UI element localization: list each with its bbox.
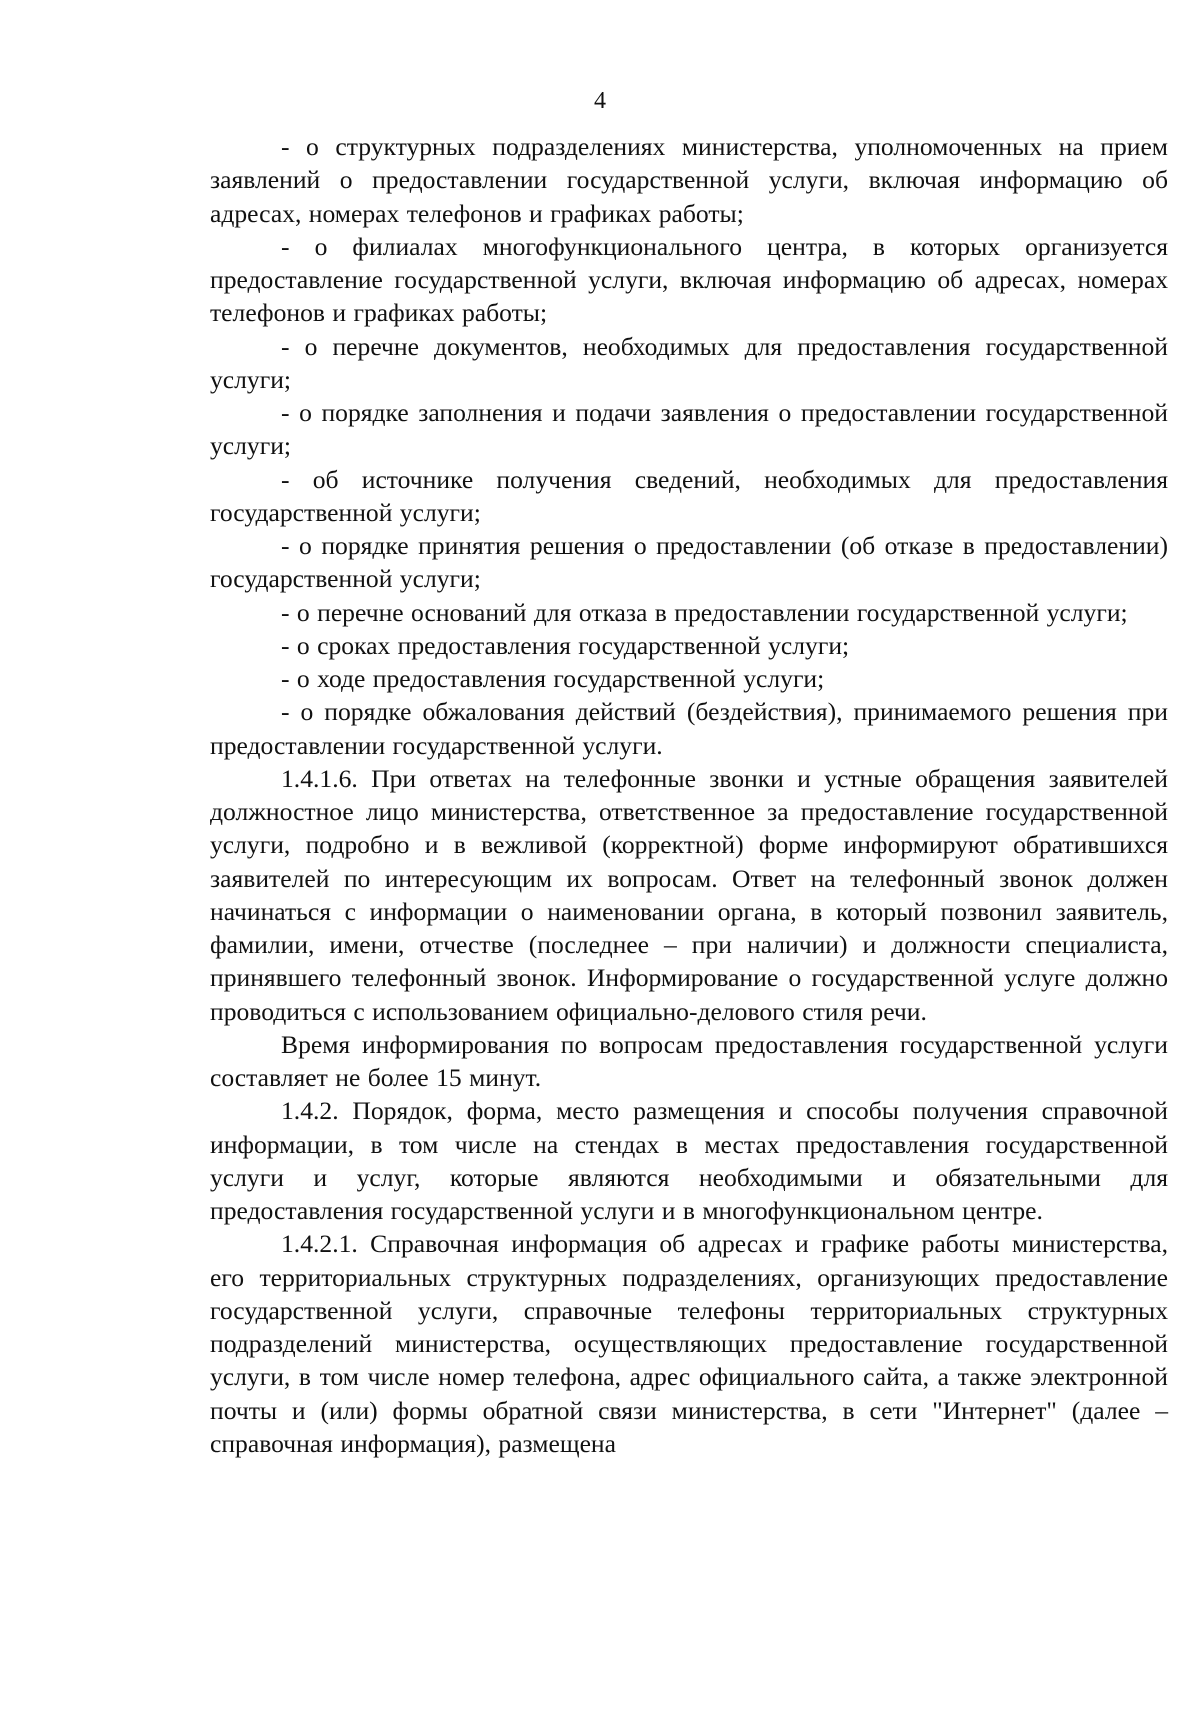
list-item-mfc-branches: - о филиалах многофункционального центра, в которых организуется предоставление государственной услуги, включая информацию об адресах, номерах телефонов и графиках работы; bbox=[210, 231, 1168, 328]
list-item-service-progress: - о ходе предоставления государственной услуги; bbox=[281, 664, 825, 693]
section-1-4-2-paragraph: 1.4.2. Порядок, форма, место размещения и способы получения справочной информации, в том числе на стендах в местах предоставления государственной услуги и услуг, которые являются необходимыми и обязательными для предоставления государственной услуги и в многофункциональном центре. bbox=[210, 1096, 1168, 1225]
list-item-structural-subdivisions: - о структурных подразделениях министерства, уполномоченных на прием заявлений о предоставлении государственной услуги, включая информацию об адресах, номерах телефонов и графиках работы; bbox=[210, 132, 1168, 228]
page-number: 4 bbox=[594, 88, 606, 114]
section-1-4-1-6-paragraph: 1.4.1.6. При ответах на телефонные звонки и устные обращения заявителей должностное лицо министерства, ответственное за предоставление государственной услуги, подробно и в вежливой (корректной) форме информируют обратившихся заявителей по интересующим их вопросам. Ответ на телефонный звонок должен начинаться с информации о наименовании органа, в который позвонил заявитель, фамилии, имени, отчестве (последнее – при наличии) и должности специалиста, принявшего телефонный звонок. Информирование о государственной услуге должно проводиться с использованием официально-делового стиля речи. bbox=[210, 763, 1168, 1026]
list-item-document-list: - о перечне документов, необходимых для предоставления государственной услуги; bbox=[210, 331, 1168, 394]
list-item-refusal-grounds: - о перечне оснований для отказа в предоставлении государственной услуги; bbox=[281, 597, 1128, 627]
section-1-4-2-1-paragraph: 1.4.2.1. Справочная информация об адресах и графике работы министерства, его территориальных структурных подразделениях, организующих предоставление государственной услуги, справочные телефоны территориальных структурных подразделений министерства, осуществляющих предоставление государственной услуги, в том числе номер телефона, адрес официального сайта, а также электронной почты и (или) формы обратной связи министерства, в сети "Интернет" (далее – справочная информация), размещена bbox=[210, 1229, 1168, 1458]
list-item-information-source: - об источнике получения сведений, необходимых для предоставления государственной услуги; bbox=[210, 464, 1168, 527]
information-time-paragraph: Время информирования по вопросам предоставления государственной услуги составляет не более 15 минут. bbox=[210, 1029, 1168, 1092]
list-item-service-terms: - о сроках предоставления государственной услуги; bbox=[281, 630, 850, 660]
list-item-decision-procedure: - о порядке принятия решения о предоставлении (об отказе в предоставлении) государственной услуги; bbox=[210, 531, 1168, 594]
list-item-application-procedure: - о порядке заполнения и подачи заявления о предоставлении государственной услуги; bbox=[210, 398, 1168, 461]
list-item-appeal-procedure: - о порядке обжалования действий (бездействия), принимаемого решения при предоставлении государственной услуги. bbox=[210, 697, 1168, 760]
document-body bbox=[210, 130, 1168, 1460]
